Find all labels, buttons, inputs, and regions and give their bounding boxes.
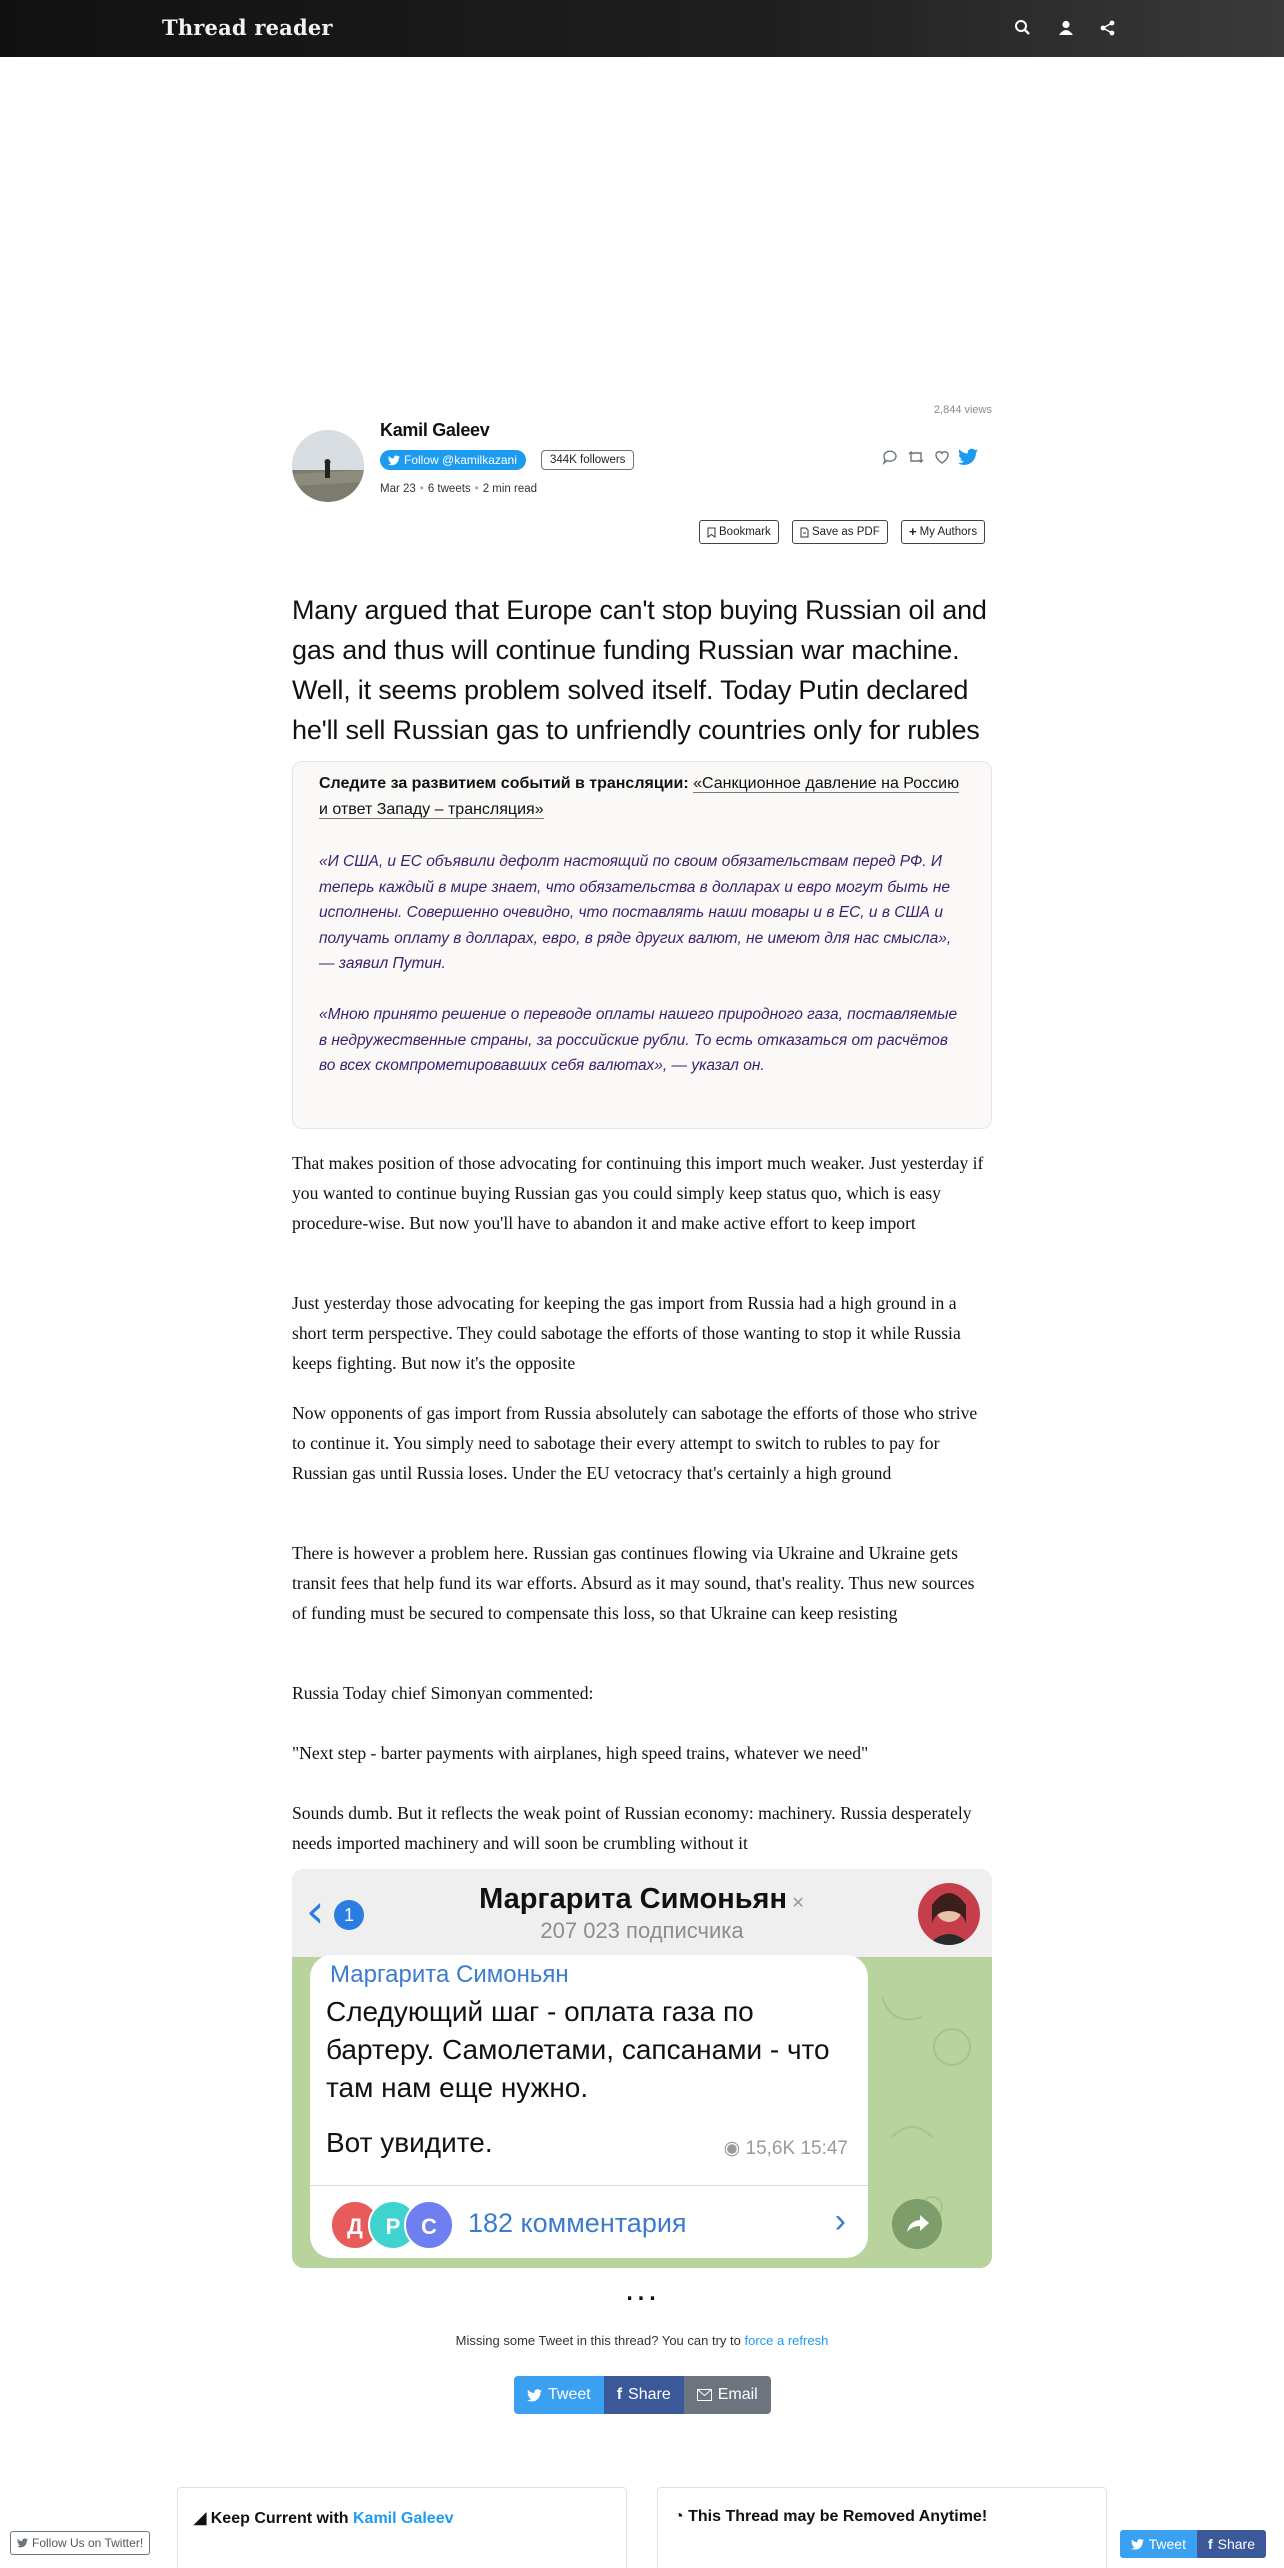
- twitter-bird-icon: [388, 455, 400, 466]
- tweet-actions: [880, 447, 978, 467]
- embedded-news-card: [292, 761, 992, 1129]
- twitter-link-icon[interactable]: [958, 447, 978, 467]
- removed-warning-title: [674, 2508, 987, 2526]
- follow-label: Follow @kamilkazani: [404, 453, 517, 467]
- comments-link: 182 комментария: [468, 2208, 687, 2238]
- message-sender: Маргарита Симоньян: [330, 1961, 569, 1988]
- tweet-button[interactable]: [514, 2376, 604, 2414]
- thread-ellipsis: ...: [624, 2270, 660, 2308]
- force-refresh-link[interactable]: force a refresh: [744, 2333, 829, 2348]
- eye-icon: ◉: [723, 2138, 746, 2159]
- history-icon: ◔: [674, 2508, 689, 2525]
- channel-subscribers: 207 023 подписчика: [540, 1918, 744, 1943]
- views-time: 15,6K 15:47: [745, 2138, 848, 2159]
- save-pdf-button[interactable]: [792, 520, 888, 544]
- follow-us-button[interactable]: [10, 2531, 150, 2555]
- bell-icon: ◢: [194, 2510, 211, 2527]
- news-quote: «И США, и ЕС объявили дефолт настоящий по своим обязательствам перед РФ. И теперь каждый в мире знает, что обязательства в долларах и евро могут быть не исполнены. Совершенно очевидно, что поставлять наши товары и в ЕС, и в США и получать оплату в долларах, евро, в ряде других валют, не имеют для нас смысла», — заявил Путин.: [319, 853, 952, 973]
- keep-current-prefix: Keep Current with: [210, 2510, 349, 2527]
- channel-name: Маргарита Симоньян: [479, 1883, 787, 1915]
- follow-us-label: Follow Us on Twitter!: [32, 2536, 144, 2550]
- follow-button[interactable]: [380, 450, 526, 470]
- facebook-icon: f: [616, 2386, 623, 2403]
- tweet-paragraph: Just yesterday those advocating for keeping the gas import from Russia had a high ground in a short term perspective. They could sabotage the efforts of those wanting to stop it while Russia keeps fighting. But now it's the opposite: [292, 1293, 961, 1373]
- user-icon[interactable]: [1056, 18, 1076, 38]
- author-name[interactable]: Kamil Galeev: [380, 420, 490, 440]
- floating-tweet-label: Tweet: [1148, 2536, 1186, 2552]
- removed-warning-text: This Thread may be Removed Anytime!: [688, 2508, 988, 2525]
- author-avatar[interactable]: [292, 430, 364, 502]
- envelope-icon: [697, 2389, 712, 2401]
- twitter-bird-icon: [527, 2389, 542, 2402]
- facebook-icon: f: [1207, 2536, 1213, 2552]
- channel-avatar: [918, 1883, 980, 1945]
- bookmark-button[interactable]: [699, 520, 779, 544]
- like-icon[interactable]: [932, 447, 952, 467]
- channel-title: [292, 1883, 992, 1916]
- chat-header: [292, 1869, 992, 1957]
- message-meta: [724, 2137, 848, 2160]
- tweet-media-image[interactable]: [292, 1869, 992, 2268]
- chat-message-bubble: [310, 1955, 868, 2258]
- missing-text: Missing some Tweet in this thread? You can try to: [455, 2333, 741, 2348]
- share-label: Share: [628, 2386, 671, 2403]
- thread-meta: Mar 23 • 6 tweets • 2 min read: [380, 483, 538, 495]
- divider: [310, 2185, 868, 2186]
- twitter-bird-icon: [17, 2538, 28, 2548]
- tweet-label: Tweet: [548, 2386, 591, 2403]
- forward-icon: [892, 2199, 942, 2249]
- tweet-paragraph: Russia Today chief Simonyan commented:: [292, 1683, 594, 1703]
- thread-lead-tweet: Many argued that Europe can't stop buying Russian oil and gas and thus will continue funding Russian war machine. Well, it seems problem solved itself. Today Putin declared he'll sell Russian gas to unfriendly countries only for rubles: [292, 595, 987, 745]
- commenter-avatar: С: [404, 2200, 454, 2250]
- commenter-avatar: Р: [368, 2200, 418, 2250]
- view-count: 2,844 views: [933, 404, 992, 416]
- twitter-bird-icon: [1131, 2539, 1144, 2550]
- keep-current-card: [177, 2487, 627, 2568]
- followers-badge: 344K followers: [541, 450, 634, 470]
- email-button[interactable]: [684, 2376, 771, 2414]
- bookmark-icon: [707, 527, 716, 538]
- floating-tweet-button[interactable]: [1120, 2530, 1197, 2558]
- plus-icon: +: [909, 524, 917, 539]
- back-chevron-icon[interactable]: ‹: [306, 1884, 325, 1938]
- facebook-share-button[interactable]: [604, 2376, 684, 2414]
- message-text: Следующий шаг - оплата газа по бартеру. Самолетами, сапсанами - что там нам еще нужно.: [326, 1996, 830, 2103]
- save-pdf-label: Save as PDF: [812, 526, 880, 538]
- read-time: 2 min read: [482, 483, 538, 495]
- share-icon[interactable]: [1098, 18, 1118, 38]
- news-quote: «Мною принято решение о переводе оплаты нашего природного газа, поставляемые в недружественные страны, за российские рубли. То есть отказаться от расчётов во всех скомпрометировавших себя валютах», — указал он.: [319, 1005, 958, 1075]
- thread-date: Mar 23: [380, 483, 416, 495]
- my-authors-button[interactable]: [901, 520, 985, 544]
- author-link[interactable]: Kamil Galeev: [353, 2510, 454, 2527]
- unread-badge: 1: [334, 1900, 364, 1930]
- tweet-paragraph: "Next step - barter payments with airplanes, high speed trains, whatever we need": [292, 1743, 869, 1763]
- removed-warning-card: [657, 2487, 1107, 2568]
- file-pdf-icon: [800, 527, 809, 538]
- commenter-avatar: Д: [330, 2200, 380, 2250]
- bookmark-label: Bookmark: [719, 526, 771, 538]
- mute-icon: ✕: [786, 1895, 805, 1912]
- news-card-bold: Следите за развитием событий в трансляции:: [319, 775, 689, 792]
- tweet-paragraph: Sounds dumb. But it reflects the weak point of Russian economy: machinery. Russia desperately needs imported machinery and will soon be crumbling without it: [292, 1803, 972, 1853]
- message-text: Вот увидите.: [326, 2127, 493, 2158]
- keep-current-title: [194, 2508, 454, 2528]
- floating-share-label: Share: [1217, 2536, 1255, 2552]
- tweet-paragraph: Now opponents of gas import from Russia absolutely can sabotage the efforts of those who strive to continue it. You simply need to sabotage their every attempt to switch to rubles to pay for Russian gas until Russia loses. Under the EU vetocracy that's certainly a high ground: [292, 1403, 978, 1483]
- missing-tweets-notice: [0, 2333, 1284, 2348]
- top-navbar: [0, 0, 1284, 57]
- my-authors-label: My Authors: [919, 526, 978, 538]
- floating-facebook-button[interactable]: [1197, 2530, 1266, 2558]
- share-button-group: [514, 2376, 771, 2414]
- tweet-paragraph: That makes position of those advocating for continuing this import much weaker. Just yesterday if you wanted to continue buying Russian gas you could simply keep status quo, which is easy procedure-wise. But now you'll have to abandon it and make active effort to keep import: [292, 1153, 984, 1233]
- tweet-count: 6 tweets: [427, 483, 471, 495]
- chevron-right-icon: ›: [834, 2202, 846, 2240]
- retweet-icon[interactable]: [906, 447, 926, 467]
- news-card-link[interactable]: «Санкционное давление на Россию и ответ Западу – трансляция»: [319, 775, 960, 818]
- email-label: Email: [717, 2386, 758, 2403]
- tweet-paragraph: There is however a problem here. Russian gas continues flowing via Ukraine and Ukraine gets transit fees that help fund its war efforts. Absurd as it may sound, that's reality. Thus new sources of funding must be secured to compensate this loss, so that Ukraine can keep resisting: [292, 1543, 975, 1623]
- search-icon[interactable]: [1013, 18, 1033, 38]
- floating-share-bar: [1120, 2530, 1266, 2558]
- reply-icon[interactable]: [880, 447, 900, 467]
- brand-logo[interactable]: Thread reader: [162, 15, 333, 40]
- news-card-header: [319, 771, 965, 823]
